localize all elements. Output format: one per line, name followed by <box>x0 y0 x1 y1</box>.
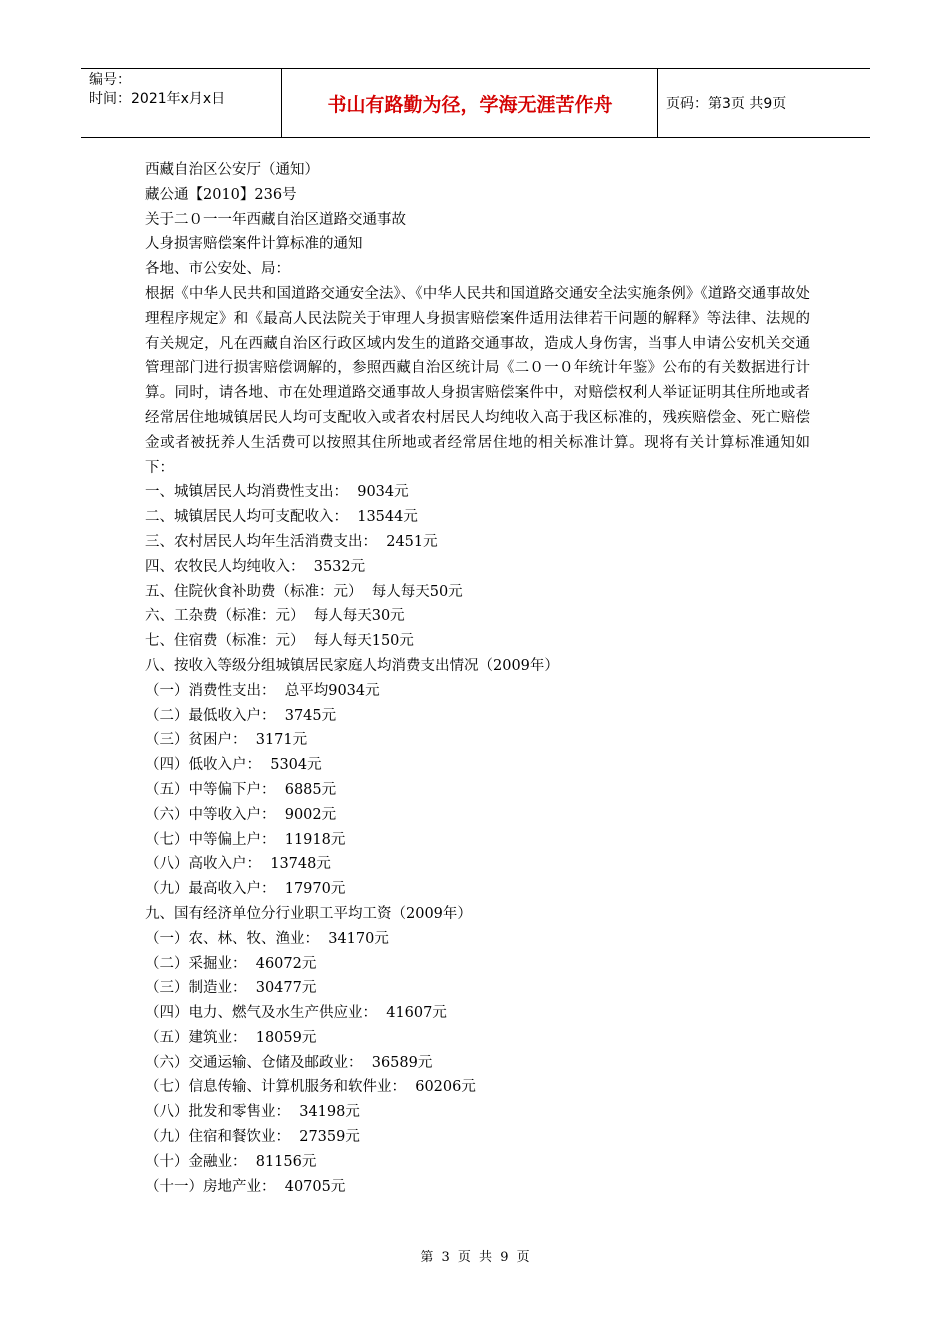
list-item: （六）中等收入户： 9002元 <box>145 806 337 823</box>
list-item: 四、农牧民人均纯收入： 3532元 <box>145 558 366 575</box>
list-item: （三）贫困户： 3171元 <box>145 732 308 749</box>
list-item: （七）中等偏上户： 11918元 <box>145 831 346 848</box>
list-item: （九）住宿和餐饮业： 27359元 <box>145 1129 360 1146</box>
list-item: （九）最高收入户： 17970元 <box>145 881 346 898</box>
page-footer: 第 3 页 共 9 页 <box>420 1250 530 1265</box>
list-item: 八、按收入等级分组城镇居民家庭人均消费支出情况（2009年） <box>145 657 559 674</box>
list-item: （二）最低收入户： 3745元 <box>145 707 337 724</box>
title-line-1: 关于二０一一年西藏自治区道路交通事故 <box>145 211 406 228</box>
list-item: （二）采掘业： 46072元 <box>145 955 317 972</box>
list-item: 二、城镇居民人均可支配收入： 13544元 <box>145 509 418 526</box>
header-meta <box>81 69 282 137</box>
doc-number: 藏公通【2010】236号 <box>145 186 297 203</box>
list-item: （五）中等偏下户： 6885元 <box>145 781 337 798</box>
list-item: （六）交通运输、仓储及邮政业： 36589元 <box>145 1054 433 1071</box>
header-motto: 书山有路勤为径，学海无涯苦作舟 <box>283 69 658 137</box>
list-item: （五）建筑业： 18059元 <box>145 1029 317 1046</box>
standards-list <box>145 480 810 1199</box>
list-item: 五、住院伙食补助费（标准：元） 每人每天50元 <box>145 583 463 600</box>
list-item: （十一）房地产业： 40705元 <box>145 1178 346 1195</box>
issuer: 西藏自治区公安厅（通知） <box>145 162 319 178</box>
list-item: （七）信息传输、计算机服务和软件业： 60206元 <box>145 1079 476 1096</box>
list-item: （十）金融业： 81156元 <box>145 1153 317 1170</box>
body-paragraph: 根据《中华人民共和国道路交通安全法》、《中华人民共和国道路交通安全法实施条例》《道路交通事故处理程序规定》和《最高人民法院关于审理人身损害赔偿案件适用法律若干问题的解释》等法律、法规的有关规定，凡在西藏自治区行政区域内发生的道路交通事故，造成人身伤害，当事人申请公安机关交通管理部门进行损害赔偿调解的，参照西藏自治区统计局《二０一０年统计年鉴》公布的有关数据进行计算。同时，请各地、市在处理道路交通事故人身损害赔偿案件中，对赔偿权利人举证证明其住所地或者经常居住地城镇居民人均可支配收入或者农村居民人均纯收入高于我区标准的，残疾赔偿金、死亡赔偿金或者被抚养人生活费可以按照其住所地或者经常居住地的相关标准计算。现将有关计算标准通知如下： <box>145 285 810 476</box>
list-item: 三、农村居民人均年生活消费支出： 2451元 <box>145 533 438 550</box>
list-item: 一、城镇居民人均消费性支出： 9034元 <box>145 484 409 501</box>
list-item: （一）农、林、牧、渔业： 34170元 <box>145 930 389 947</box>
list-item: （一）消费性支出： 总平均9034元 <box>145 682 380 699</box>
header-page-info: 页码：第3页 共9页 <box>666 96 787 112</box>
doc-number-label: 编号： <box>89 72 131 88</box>
list-item: （四）低收入户： 5304元 <box>145 757 322 774</box>
list-item: 六、工杂费（标准：元） 每人每天30元 <box>145 608 405 625</box>
doc-date: 时间：2021年x月x日 <box>89 91 226 107</box>
recipients: 各地、市公安处、局： <box>145 261 290 278</box>
title-line-2: 人身损害赔偿案件计算标准的通知 <box>145 236 363 253</box>
list-item: （八）批发和零售业： 34198元 <box>145 1104 360 1121</box>
list-item: （四）电力、燃气及水生产供应业： 41607元 <box>145 1005 447 1022</box>
list-item: （三）制造业： 30477元 <box>145 980 317 997</box>
document-body <box>145 158 810 1199</box>
list-item: 七、住宿费（标准：元） 每人每天150元 <box>145 633 414 650</box>
list-item: 九、国有经济单位分行业职工平均工资（2009年） <box>145 905 472 922</box>
list-item: （八）高收入户： 13748元 <box>145 856 331 873</box>
page-header <box>81 68 870 138</box>
